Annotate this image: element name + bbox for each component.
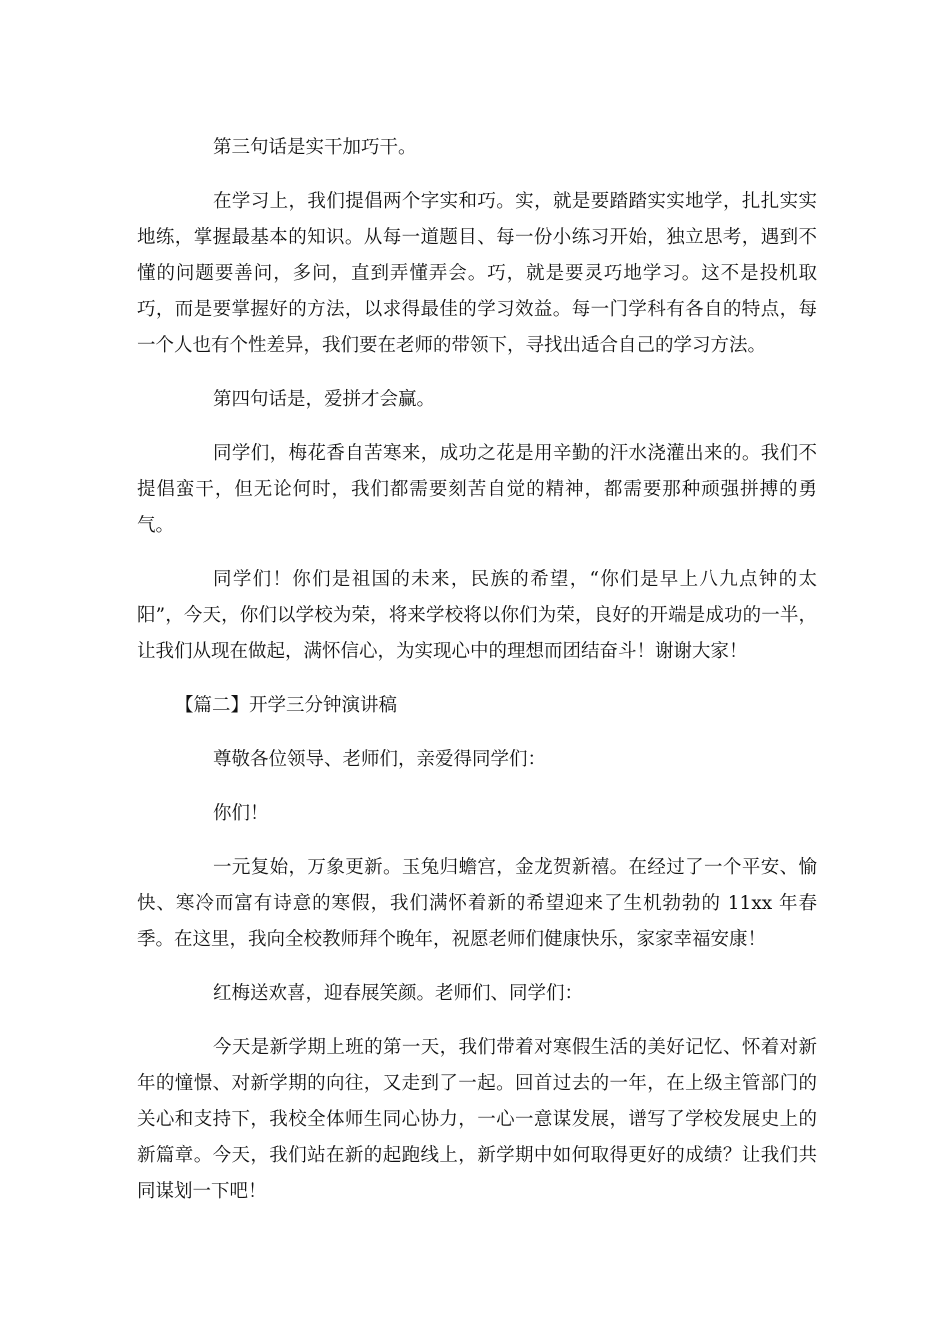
paragraph-third-sentence: 第三句话是实干加巧干。 bbox=[213, 137, 417, 158]
paragraph-hard-work: 同学们，梅花香自苦寒来，成功之花是用辛勤的汗水浇灌出来的。我们不提倡蛮干，但无论何时，我们都需要刻苦自觉的精神，都需要那种顽强拼搏的勇气。 bbox=[137, 443, 817, 536]
section-heading: 【篇二】开学三分钟演讲稿 bbox=[175, 695, 398, 716]
document-body bbox=[137, 130, 817, 1228]
paragraph-fourth-sentence: 第四句话是，爱拼才会赢。 bbox=[213, 389, 436, 410]
paragraph-salutation: 尊敬各位领导、老师们，亲爱得同学们： bbox=[213, 749, 547, 770]
paragraph-closing: 同学们！你们是祖国的未来，民族的希望，“你们是早上八九点钟的太阳”，今天，你们以学校为荣，将来学校将以你们为荣，良好的开端是成功的一半，让我们从现在做起，满怀信心，为实现心中的理想而团结奋斗！谢谢大家！ bbox=[137, 569, 817, 662]
paragraph-plum-blossom: 红梅送欢喜，迎春展笑颜。老师们、同学们： bbox=[213, 983, 584, 1004]
paragraph-study-method: 在学习上，我们提倡两个字实和巧。实，就是要踏踏实实地学，扎扎实实地练，掌握最基本的知识。从每一道题目、每一份小练习开始，独立思考，遇到不懂的问题要善问，多问，直到弄懂弄会。巧，就是要灵巧地学习。这不是投机取巧，而是要掌握好的方法，以求得最佳的学习效益。每一门学科有各自的特点，每一个人也有个性差异，我们要在老师的带领下，寻找出适合自己的学习方法。 bbox=[137, 191, 817, 356]
paragraph-new-semester: 今天是新学期上班的第一天，我们带着对寒假生活的美好记忆、怀着对新年的憧憬、对新学期的向往，又走到了一起。回首过去的一年，在上级主管部门的关心和支持下，我校全体师生同心协力，一心一意谋发展，谱写了学校发展史上的新篇章。今天，我们站在新的起跑线上，新学期中如何取得更好的成绩？让我们共同谋划一下吧！ bbox=[137, 1037, 817, 1202]
paragraph-new-year: 一元复始，万象更新。玉兔归蟾宫，金龙贺新禧。在经过了一个平安、愉快、寒冷而富有诗意的寒假，我们满怀着新的希望迎来了生机勃勃的 11xx 年春季。在这里，我向全校教师拜个晚年，祝愿老师们健康快乐，家家幸福安康！ bbox=[137, 857, 817, 950]
paragraph-greeting: 你们！ bbox=[213, 803, 269, 824]
